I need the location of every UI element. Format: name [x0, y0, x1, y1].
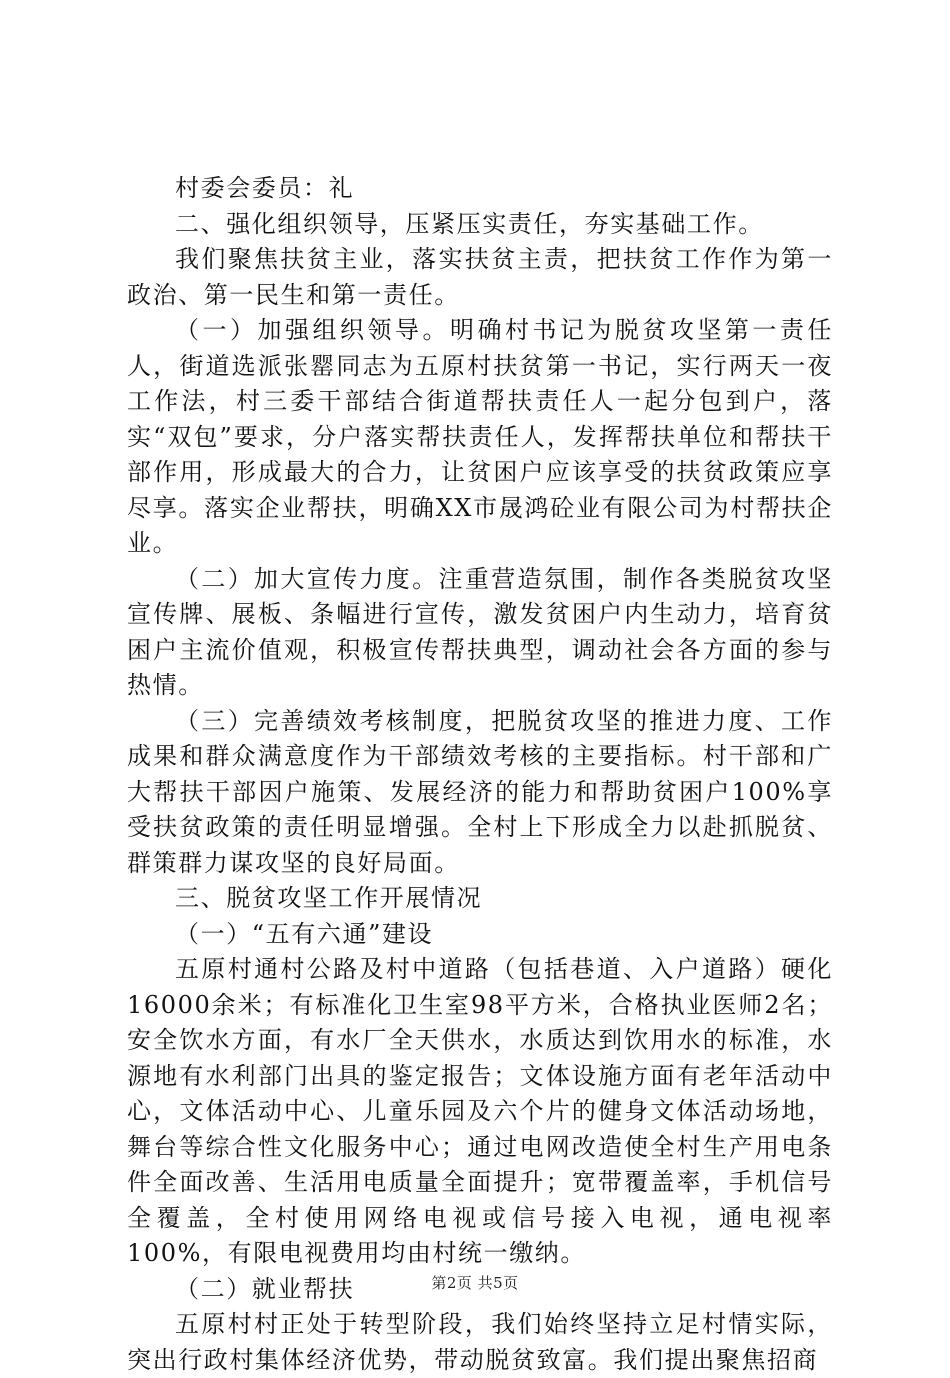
paragraph: （三）完善绩效考核制度，把脱贫攻坚的推进力度、工作成果和群众满意度作为干部绩效考核的主要指标。村干部和广大帮扶干部因户施策、发展经济的能力和帮助贫困户100%享受扶贫政策的责任明显增强。全村上下形成全力以赴抓脱贫、群策群力谋攻坚的良好局面。 [127, 706, 833, 877]
section-heading: 三、脱贫攻坚工作开展情况 [175, 884, 483, 912]
paragraph: （一）加强组织领导。明确村书记为脱贫攻坚第一责任人，街道选派张罂同志为五原村扶贫第一书记，实行两天一夜工作法，村三委干部结合街道帮扶责任人一起分包到户，落实“双包”要求，分户落实帮扶责任人，发挥帮扶单位和帮扶干部作用，形成最大的合力，让贫困户应该享受的扶贫政策应享尽享。落实企业帮扶，明确XX市晟鸿砼业有限公司为村帮扶企业。 [127, 316, 833, 557]
paragraph: 村委会委员：礼 [175, 174, 355, 202]
subsection-heading: （一）“五有六通”建设 [175, 919, 434, 948]
section-heading: 二、强化组织领导，压紧压实责任，夯实基础工作。 [175, 209, 764, 238]
page-number-footer: 第2页 共5页 [431, 1274, 519, 1292]
subsection-heading: （二）就业帮扶 [175, 1274, 355, 1303]
paragraph: 我们聚焦扶贫主业，落实扶贫主责，把扶贫工作作为第一政治、第一民生和第一责任。 [127, 245, 833, 309]
paragraph: （二）加大宣传力度。注重营造氛围，制作各类脱贫攻坚宣传牌、展板、条幅进行宣传，激发贫困户内生动力，培育贫困户主流价值观，积极宣传帮扶典型，调动社会各方面的参与热情。 [127, 564, 833, 699]
paragraph: 五原村村正处于转型阶段，我们始终坚持立足村情实际，突出行政村集体经济优势，带动脱贫致富。我们提出聚焦招商 [127, 1310, 833, 1374]
paragraph: 五原村通村公路及村中道路（包括巷道、入户道路）硬化16000余米；有标准化卫生室98平方米，合格执业医师2名；安全饮水方面，有水厂全天供水，水质达到饮用水的标准，水源地有水利部门出具的鉴定报告；文体设施方面有老年活动中心，文体活动中心、儿童乐园及六个片的健身文体活动场地，舞台等综合性文化服务中心；通过电网改造使全村生产用电条件全面改善、生活用电质量全面提升；宽带覆盖率，手机信号全覆盖，全村使用网络电视或信号接入电视，通电视率100%，有限电视费用均由村统一缴纳。 [127, 955, 833, 1267]
document-body [127, 171, 833, 1378]
